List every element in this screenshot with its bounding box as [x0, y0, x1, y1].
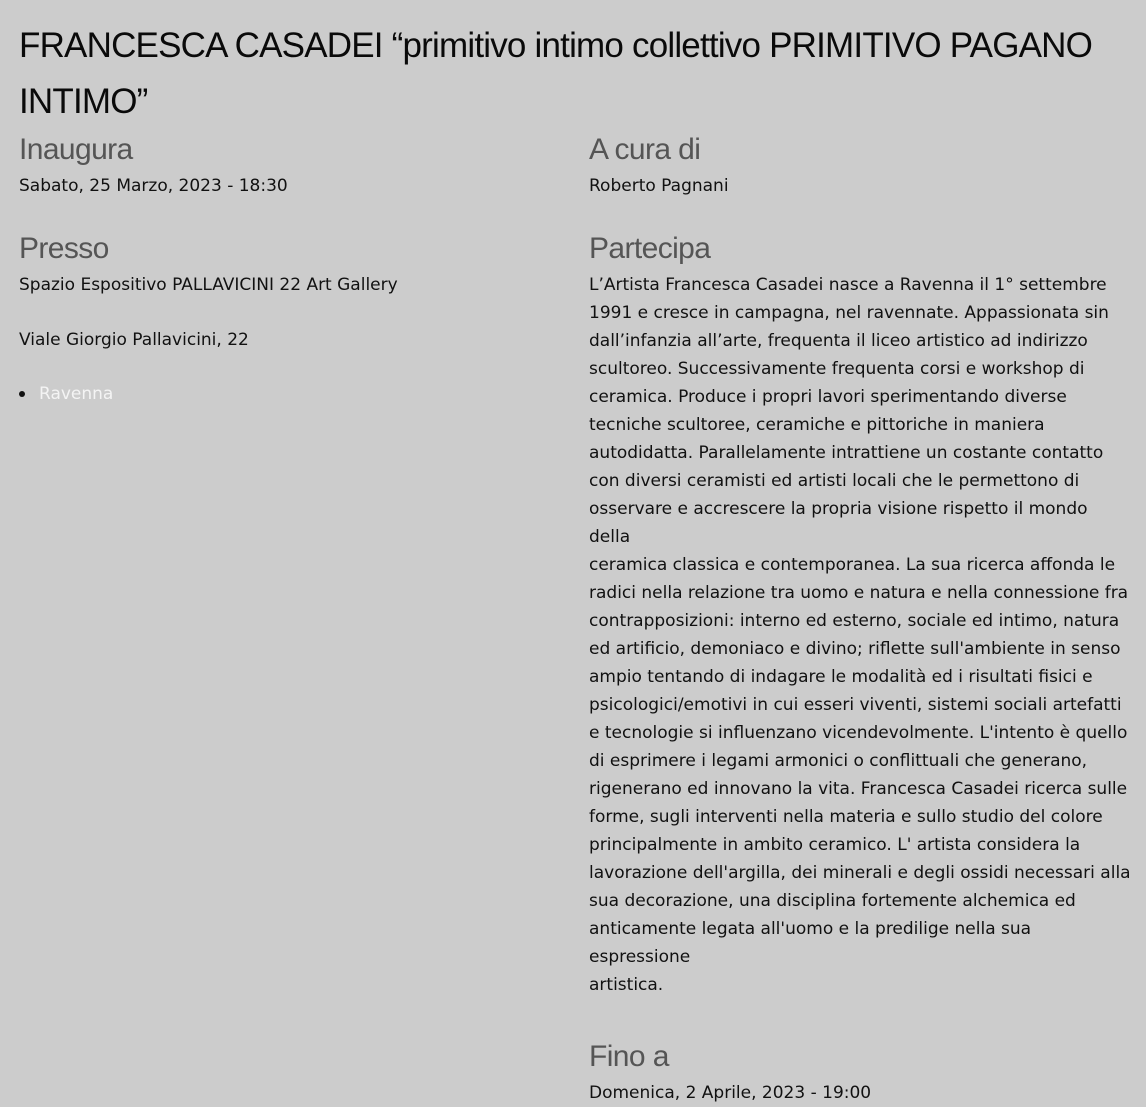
bullet-icon [19, 391, 25, 397]
venue-name: Spazio Espositivo PALLAVICINI 22 Art Gallery [19, 275, 398, 295]
closing-section [589, 1035, 1134, 1107]
city-link[interactable]: Ravenna [39, 384, 114, 404]
closing-label: Fino a [589, 1040, 669, 1073]
event-details-left-column [19, 128, 564, 435]
opening-date: Sabato, 25 Marzo, 2023 - 18:30 [19, 176, 288, 196]
venue-label: Presso [19, 232, 109, 265]
city-list-item [19, 380, 564, 408]
venue-section [19, 227, 564, 408]
city-list [19, 380, 564, 408]
event-details-right-column [589, 128, 1134, 1107]
curator-name: Roberto Pagnani [589, 176, 729, 196]
curator-label: A cura di [589, 133, 701, 166]
page-title: FRANCESCA CASADEI “primitivo intimo collettivo PRIMITIVO PAGANO INTIMO” [19, 26, 1093, 121]
curator-section [589, 128, 1134, 200]
participant-section [589, 227, 1134, 999]
opening-label: Inaugura [19, 133, 133, 166]
participant-label: Partecipa [589, 232, 711, 265]
opening-section [19, 128, 564, 200]
artist-bio: L’Artista Francesca Casadei nasce a Ravenna il 1° settembre 1991 e cresce in campagna, nel ravennate. Appassionata sin dall’infanzia all’arte, frequenta il liceo artistico ad indirizzo scultoreo. Successivamente frequenta corsi e workshop di ceramica. Produce i propri lavori sperimentando diverse tecniche scultoree, ceramiche e pittoriche in maniera autodidatta. Parallelamente intrattiene un costante contatto con diversi ceramisti ed artisti locali che le permettono di osservare e accrescere la propria visione rispetto il mondo della ceramica classica e contemporanea. La sua ricerca affonda le radici nella relazione tra uomo e natura e nella connessione fra contrapposizioni: interno ed esterno, sociale ed intimo, natura ed artificio, demoniaco e divino; riflette sull'ambiente in senso ampio tentando di indagare le modalità ed i risultati fisici e psicologici/emotivi in cui esseri viventi, sistemi sociali artefatti e tecnologie si influenzano vicendevolmente. L'intento è quello di esprimere i legami armonici o conflittuali che generano, rigenerano ed innovano la vita. Francesca Casadei ricerca sulle forme, sugli interventi nella materia e sullo studio del colore principalmente in ambito ceramico. L' artista considera la lavorazione dell'argilla, dei minerali e degli ossidi necessari alla sua decorazione, una disciplina fortemente alchemica ed anticamente legata all'uomo e la predilige nella sua espressione artistica. [589, 275, 1131, 995]
venue-address: Viale Giorgio Pallavicini, 22 [19, 330, 249, 350]
closing-date: Domenica, 2 Aprile, 2023 - 19:00 [589, 1083, 872, 1103]
